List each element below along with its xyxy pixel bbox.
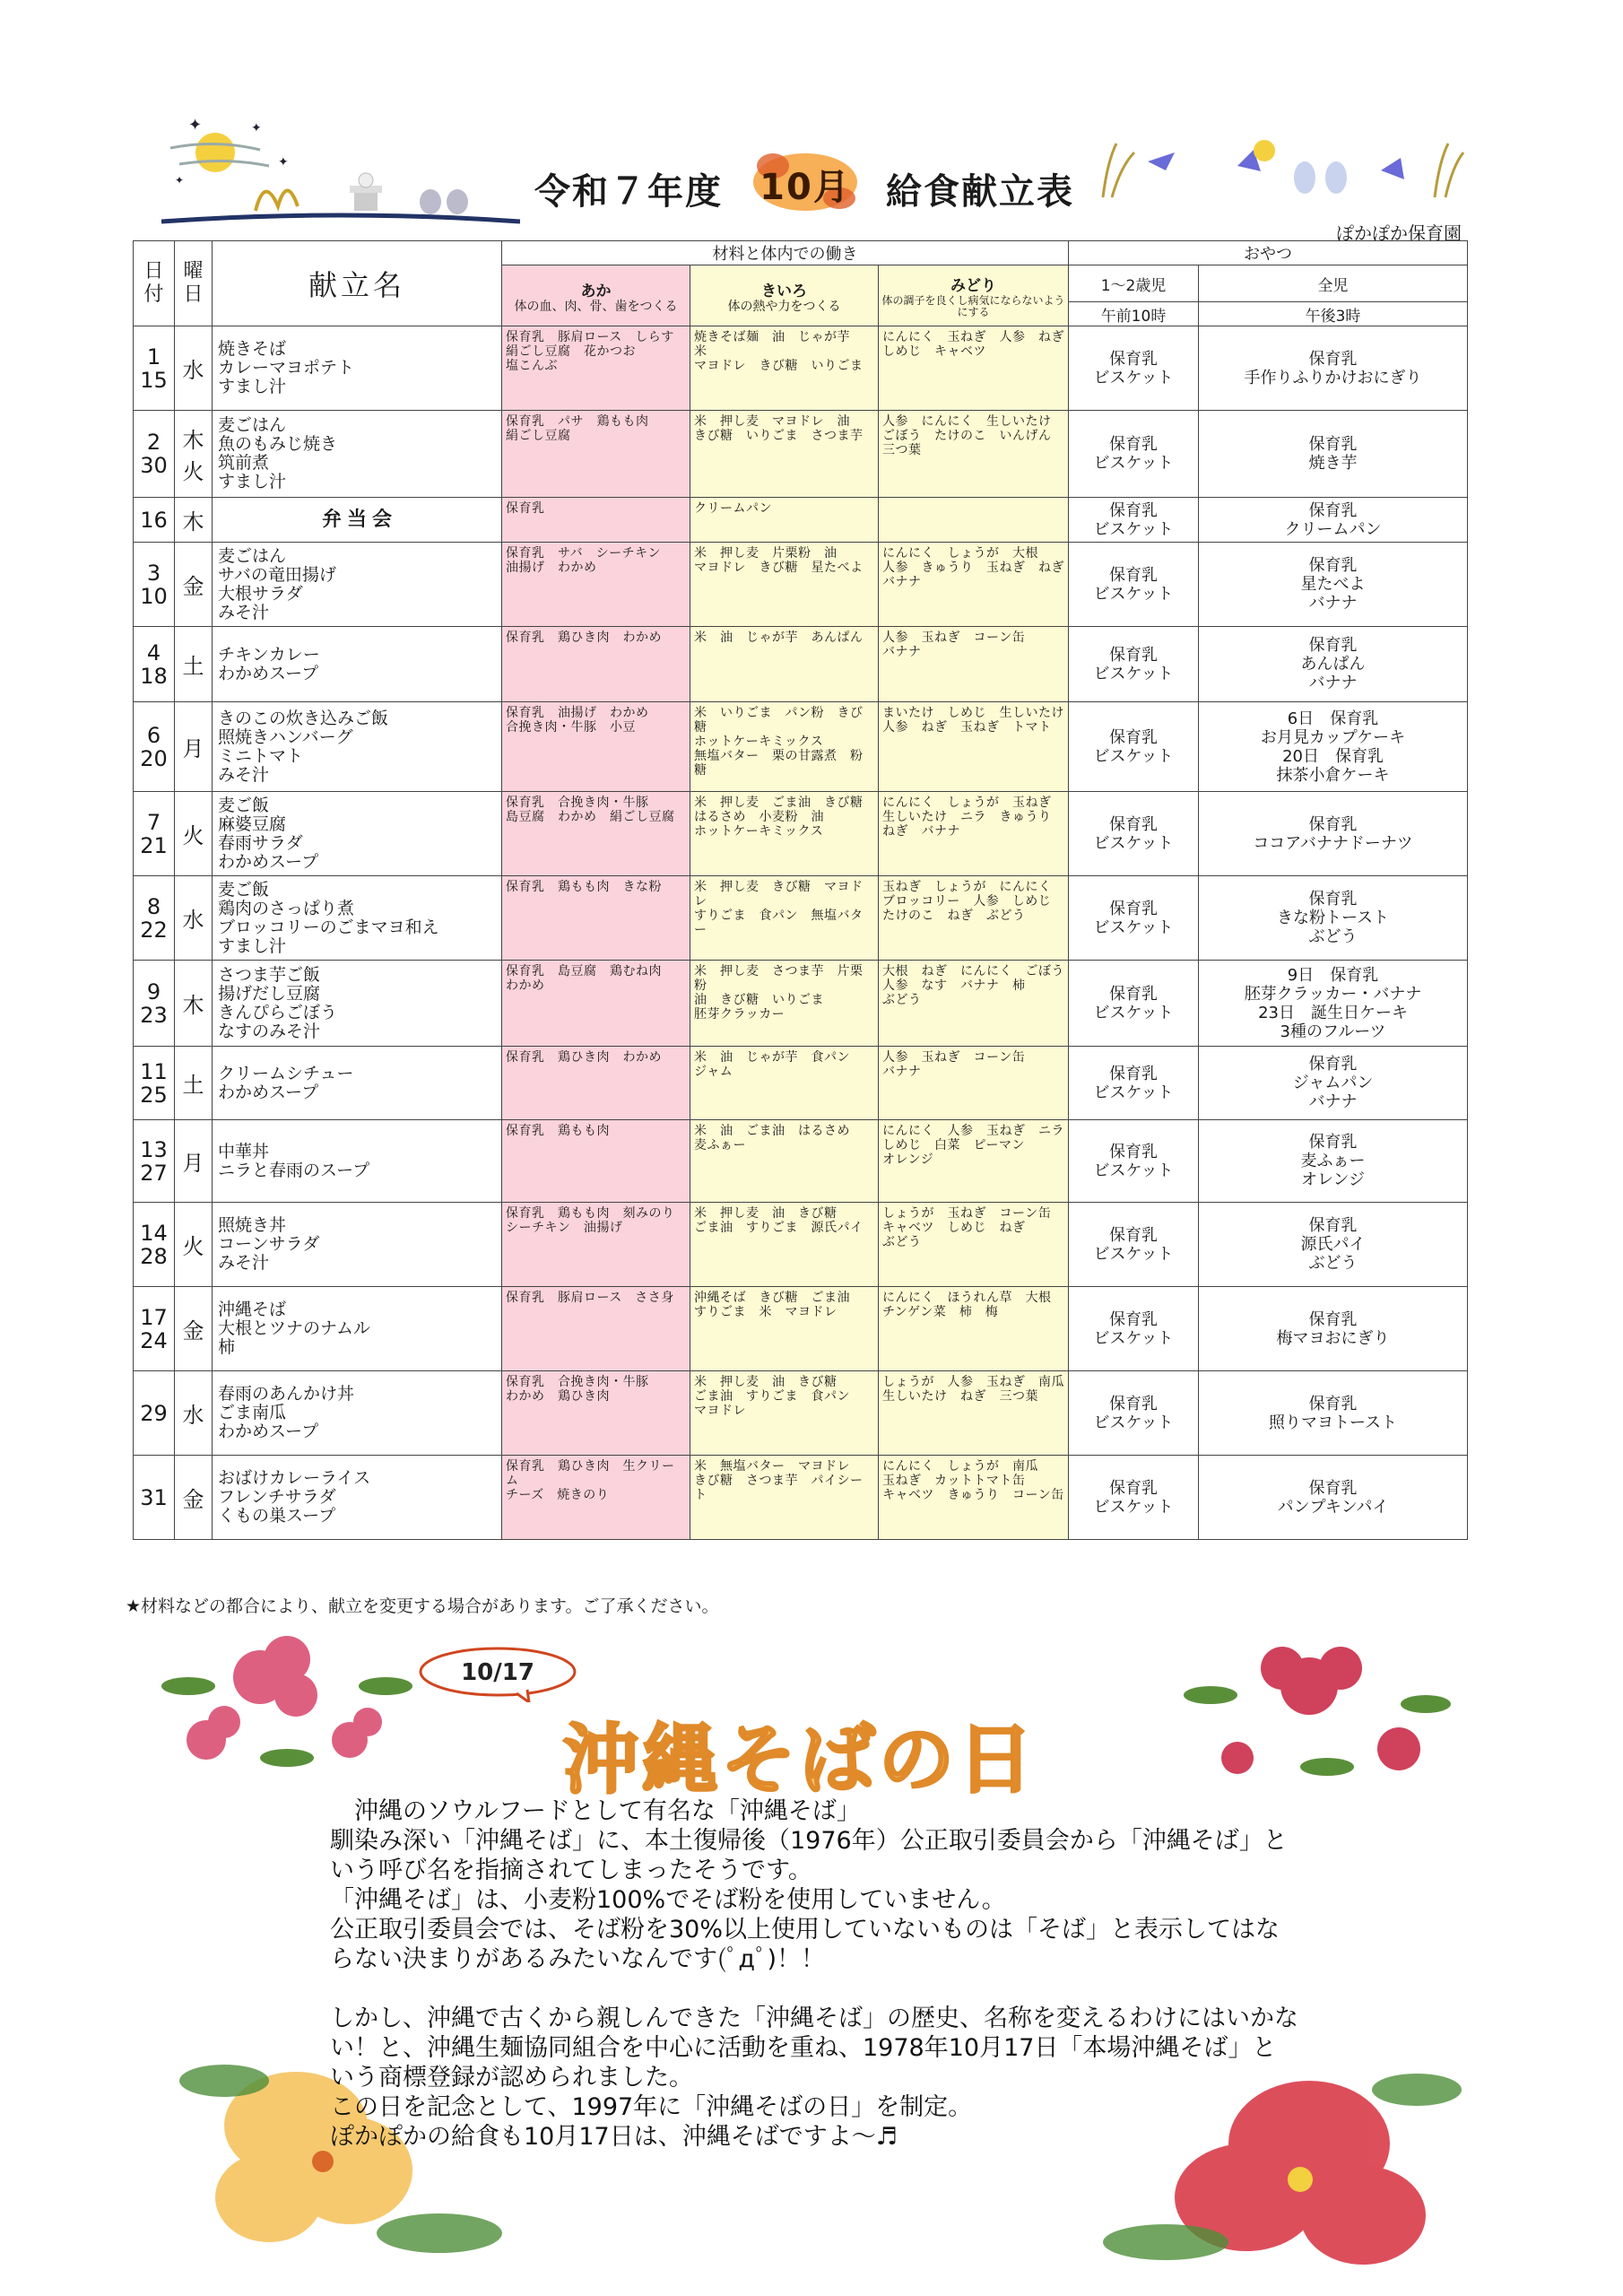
- snack-pm-cell-text: 保育乳 星たべよ バナナ: [1300, 556, 1366, 613]
- table-row: [134, 1047, 1468, 1120]
- green-ingredients-cell-text: にんにく ほうれん草 大根 チンゲン菜 柿 梅: [882, 1291, 1052, 1319]
- weekday-cell: [175, 1287, 213, 1371]
- header-yellow: きいろ 体の熱や力をつくる: [690, 265, 879, 326]
- date-first: 9: [146, 978, 161, 1004]
- snack-pm-cell-text: 保育乳 ジャムパン バナナ: [1292, 1055, 1374, 1111]
- snack-am-cell-text: 保育乳 ビスケット: [1093, 984, 1174, 1022]
- green-ingredients-cell: [879, 1203, 1069, 1287]
- yellow-ingredients-cell: [690, 792, 879, 876]
- snack-am-cell: [1069, 1371, 1199, 1456]
- weekday-cell: [175, 702, 213, 792]
- menu-name-cell: [213, 1371, 502, 1456]
- date-cell: [134, 411, 175, 498]
- red-ingredients-cell-text: 保育乳 鶏もも肉 刻みのり シーチキン 油揚げ: [506, 1206, 675, 1235]
- green-ingredients-cell: [879, 1287, 1069, 1371]
- table-row: [134, 1287, 1468, 1371]
- snack-am-cell: [1069, 498, 1199, 543]
- green-ingredients-cell-text: 大根 ねぎ にんにく ごぼう 人参 なす バナナ 柿 ぶどう: [882, 964, 1064, 1007]
- red-ingredients-cell: [502, 1047, 690, 1120]
- snack-pm-cell: [1199, 792, 1468, 876]
- yellow-ingredients-cell-text: 焼きそば麺 油 じゃが芋 米 マヨドレ きび糖 いりごま: [694, 330, 864, 373]
- header-snack-all: 全児: [1199, 265, 1468, 302]
- snack-pm-cell-text: 保育乳 ココアバナナドーナツ: [1253, 814, 1413, 853]
- snack-pm-cell: [1199, 627, 1468, 702]
- yellow-ingredients-cell-text: 米 押し麦 ごま油 きび糖 はるさめ 小麦粉 油 ホットケーキミックス: [694, 796, 864, 839]
- snack-pm-cell: [1199, 411, 1468, 498]
- flower-top-left-illustration: [152, 1605, 421, 1785]
- date-first: 11: [140, 1058, 168, 1084]
- header-snack-all-time: 午後3時: [1199, 302, 1468, 326]
- menu-name-cell-text: 麦ご飯 麻婆豆腐 春雨サラダ わかめスープ: [218, 795, 319, 872]
- red-ingredients-cell: [502, 1456, 690, 1540]
- menu-name-cell-text: 弁当会: [321, 509, 397, 531]
- green-ingredients-cell: [879, 876, 1069, 961]
- red-ingredients-cell-text: 保育乳 豚肩ロース しらす 絹ごし豆腐 花かつお 塩こんぶ: [506, 330, 674, 373]
- weekday-cell-text: 水: [182, 1403, 204, 1428]
- table-row: [134, 1456, 1468, 1540]
- snack-am-cell-text: 保育乳 ビスケット: [1093, 1142, 1174, 1180]
- red-ingredients-cell-text: 保育乳 鶏もも肉 きな粉: [506, 880, 662, 894]
- red-ingredients-cell-text: 保育乳 鶏ひき肉 わかめ: [506, 631, 662, 645]
- header-ingredients: 材料と体内での働き: [502, 241, 1069, 265]
- weekday-cell-text: 火: [182, 1234, 204, 1259]
- menu-name-cell-text: 麦ごはん 魚のもみじ焼き 筑前煮 すまし汁: [218, 415, 338, 491]
- snack-am-cell: [1069, 543, 1199, 627]
- weekday-cell: [175, 876, 213, 961]
- snack-am-cell: [1069, 702, 1199, 792]
- green-ingredients-cell: [879, 498, 1069, 543]
- snack-am-cell-text: 保育乳 ビスケット: [1093, 814, 1174, 853]
- snack-am-cell-text: 保育乳 ビスケット: [1093, 899, 1174, 937]
- weekday-cell: [175, 961, 213, 1047]
- green-ingredients-cell-text: にんにく しょうが 南瓜 玉ねぎ カットトマト缶 キャベツ きゅうり コーン缶: [882, 1459, 1064, 1502]
- yellow-ingredients-cell: [690, 1047, 879, 1120]
- snack-am-cell-text: 保育乳 ビスケット: [1093, 435, 1174, 473]
- red-ingredients-cell-text: 保育乳 油揚げ わかめ 合挽き肉・牛豚 小豆: [506, 706, 649, 735]
- svg-text:✦: ✦: [251, 121, 262, 135]
- snack-am-cell-text: 保育乳 ビスケット: [1093, 500, 1174, 539]
- menu-table-body: [134, 326, 1468, 1540]
- snack-pm-cell: [1199, 1120, 1468, 1203]
- snack-pm-cell-text: 6日 保育乳 お月見カップケーキ 20日 保育乳 抹茶小倉ケーキ: [1260, 709, 1406, 785]
- weekday-cell: [175, 627, 213, 702]
- menu-name-cell-text: 中華丼 ニラと春雨のスープ: [218, 1141, 370, 1180]
- yellow-ingredients-cell: [690, 876, 879, 961]
- snack-pm-cell: [1199, 961, 1468, 1047]
- yellow-ingredients-cell: [690, 1120, 879, 1203]
- snack-pm-cell: [1199, 498, 1468, 543]
- green-ingredients-cell-text: まいたけ しめじ 生しいたけ 人参 ねぎ 玉ねぎ トマト: [882, 706, 1064, 735]
- snack-am-cell: [1069, 1203, 1199, 1287]
- snack-am-cell-text: 保育乳 ビスケット: [1093, 1309, 1174, 1348]
- weekday-cell-text: 火: [182, 823, 204, 848]
- red-ingredients-cell: [502, 1203, 690, 1287]
- date-cell: [134, 1371, 175, 1456]
- weekday-cell-text: 水: [182, 358, 204, 383]
- title-month-badge: [751, 148, 859, 213]
- date-badge: [418, 1647, 577, 1702]
- weekday-cell-text: 月: [182, 736, 204, 761]
- yellow-ingredients-cell: [690, 1371, 879, 1456]
- menu-name-cell: [213, 543, 502, 627]
- weekday-cell-text: 木 火: [182, 428, 204, 484]
- yellow-ingredients-cell-text: 米 油 ごま油 はるさめ 麦ふぁー: [694, 1124, 850, 1152]
- yellow-ingredients-cell: [690, 1456, 879, 1540]
- green-ingredients-cell-text: にんにく 人参 玉ねぎ ニラ しめじ 白菜 ピーマン オレンジ: [882, 1124, 1064, 1167]
- date-cell: [134, 627, 175, 702]
- menu-name-cell-text: 麦ごはん サバの竜田揚げ 大根サラダ みそ汁: [218, 545, 336, 622]
- snack-am-cell-text: 保育乳 ビスケット: [1093, 1064, 1174, 1102]
- yellow-ingredients-cell: [690, 411, 879, 498]
- snack-am-cell-text: 保育乳 ビスケット: [1093, 1225, 1174, 1264]
- title-year: 令和７年度: [534, 171, 723, 213]
- snack-pm-cell: [1199, 876, 1468, 961]
- snack-pm-cell: [1199, 326, 1468, 411]
- date-cell: [134, 498, 175, 543]
- date-first: 1: [146, 344, 161, 370]
- table-row: [134, 326, 1468, 411]
- snack-pm-cell-text: 保育乳 梅マヨおにぎり: [1276, 1309, 1390, 1348]
- snack-pm-cell: [1199, 1287, 1468, 1371]
- yellow-ingredients-cell-text: 米 いりごま パン粉 きび糖 ホットケーキミックス 無塩バター 栗の甘露煮 粉糖: [694, 706, 864, 778]
- yellow-ingredients-cell: [690, 961, 879, 1047]
- red-ingredients-cell: [502, 1287, 690, 1371]
- menu-name-cell-text: 照焼き丼 コーンサラダ みそ汁: [218, 1215, 320, 1273]
- green-ingredients-cell-text: 人参 玉ねぎ コーン缶 バナナ: [882, 1050, 1026, 1079]
- date-cell: [134, 1456, 175, 1540]
- weekday-cell: [175, 1456, 213, 1540]
- date-second: 10: [140, 583, 168, 609]
- date-first: 7: [146, 809, 161, 835]
- red-ingredients-cell: [502, 702, 690, 792]
- date-second: 21: [140, 832, 168, 858]
- red-ingredients-cell: [502, 498, 690, 543]
- menu-name-cell-text: クリームシチュー わかめスープ: [218, 1063, 354, 1102]
- moon-scene-illustration: [161, 112, 520, 229]
- yellow-ingredients-cell-text: 米 押し麦 マヨドレ 油 きび糖 いりごま さつま芋: [694, 414, 864, 443]
- yellow-ingredients-cell-text: 米 押し麦 きび糖 マヨドレ すりごま 食パン 無塩バター: [694, 880, 864, 937]
- weekday-cell: [175, 792, 213, 876]
- snack-am-cell-text: 保育乳 ビスケット: [1093, 349, 1174, 387]
- snack-pm-cell-text: 保育乳 焼き芋: [1308, 435, 1358, 473]
- date-first: 29: [140, 1400, 168, 1426]
- menu-name-cell-text: チキンカレー わかめスープ: [218, 644, 320, 683]
- snack-pm-cell: [1199, 1371, 1468, 1456]
- yellow-ingredients-cell-text: 米 油 じゃが芋 あんぱん: [694, 631, 864, 645]
- table-row: [134, 702, 1468, 792]
- yellow-ingredients-cell-text: 米 油 じゃが芋 食パン ジャム: [694, 1050, 850, 1079]
- snack-pm-cell-text: 保育乳 照りマヨトースト: [1268, 1394, 1398, 1432]
- yellow-ingredients-cell-text: 米 押し麦 片栗粉 油 マヨドレ きび糖 星たべよ: [694, 546, 864, 575]
- snack-am-cell: [1069, 1120, 1199, 1203]
- red-ingredients-cell: [502, 627, 690, 702]
- date-second: 15: [140, 367, 168, 393]
- date-first: 4: [146, 639, 161, 665]
- date-cell: [134, 792, 175, 876]
- flower-top-right-illustration: [1184, 1614, 1453, 1794]
- yellow-ingredients-cell: [690, 1203, 879, 1287]
- menu-name-cell-text: さつま芋ご飯 揚げだし豆腐 きんぴらごぼう なすのみそ汁: [218, 964, 338, 1041]
- yellow-ingredients-cell-text: クリームパン: [694, 501, 772, 516]
- menu-name-cell-text: 焼きそば カレーマヨポテト すまし汁: [218, 339, 355, 396]
- menu-name-cell-text: おばけカレーライス フレンチサラダ くもの巣スープ: [218, 1468, 371, 1526]
- date-first: 17: [140, 1304, 168, 1330]
- table-row: [134, 961, 1468, 1047]
- weekday-cell: [175, 411, 213, 498]
- yellow-ingredients-cell: [690, 627, 879, 702]
- page-header: [0, 0, 1623, 251]
- date-cell: [134, 1287, 175, 1371]
- red-ingredients-cell: [502, 1120, 690, 1203]
- date-second: 22: [140, 917, 168, 943]
- weekday-cell: [175, 543, 213, 627]
- table-row: [134, 411, 1468, 498]
- date-cell: [134, 1047, 175, 1120]
- header-weekday: 曜日: [175, 241, 213, 326]
- weekday-cell: [175, 1371, 213, 1456]
- green-ingredients-cell-text: しょうが 人参 玉ねぎ 南瓜 生しいたけ ねぎ 三つ葉: [882, 1375, 1064, 1404]
- green-ingredients-cell: [879, 1371, 1069, 1456]
- weekday-cell: [175, 1047, 213, 1120]
- yellow-ingredients-cell: [690, 543, 879, 627]
- green-ingredients-cell-text: にんにく 玉ねぎ 人参 ねぎ しめじ キャベツ: [882, 330, 1064, 359]
- snack-am-cell-text: 保育乳 ビスケット: [1093, 1478, 1174, 1517]
- date-cell: [134, 1120, 175, 1203]
- header-snack: おやつ: [1069, 241, 1468, 265]
- weekday-cell: [175, 498, 213, 543]
- weekday-cell-text: 木: [182, 993, 204, 1018]
- weekday-cell-text: 月: [182, 1151, 204, 1176]
- yellow-ingredients-cell-text: 米 無塩バター マヨドレ きび糖 さつま芋 パイシート: [694, 1459, 864, 1502]
- svg-text:✦: ✦: [188, 116, 203, 135]
- date-second: 18: [140, 663, 168, 689]
- snack-pm-cell: [1199, 543, 1468, 627]
- green-ingredients-cell: [879, 411, 1069, 498]
- green-ingredients-cell-text: 人参 にんにく 生しいたけ ごぼう たけのこ いんげん 三つ葉: [882, 414, 1052, 457]
- date-first: 31: [140, 1484, 168, 1510]
- snack-pm-cell: [1199, 702, 1468, 792]
- red-ingredients-cell-text: 保育乳 合挽き肉・牛豚 わかめ 鶏ひき肉: [506, 1375, 649, 1404]
- date-second: 20: [140, 745, 168, 771]
- menu-name-cell: [213, 1456, 502, 1540]
- weekday-cell-text: 土: [182, 654, 204, 679]
- feature-title: 沖縄そばの日: [563, 1716, 1037, 1804]
- green-ingredients-cell: [879, 1120, 1069, 1203]
- menu-name-cell-text: 麦ご飯 鶏肉のさっぱり煮 ブロッコリーのごまマヨ和え すまし汁: [218, 879, 439, 956]
- snack-am-cell: [1069, 326, 1199, 411]
- date-second: 28: [140, 1243, 168, 1269]
- header-red: あか 体の血、肉、骨、歯をつくる: [502, 265, 690, 326]
- footnote: ★材料などの都合により、献立を変更する場合があります。ご了承ください。: [126, 1596, 719, 1616]
- date-cell: [134, 876, 175, 961]
- yellow-ingredients-cell-text: 沖縄そば きび糖 ごま油 すりごま 米 マヨドレ: [694, 1291, 850, 1319]
- snack-am-cell: [1069, 876, 1199, 961]
- table-row: [134, 1120, 1468, 1203]
- pampas-rabbit-illustration: [1094, 135, 1471, 206]
- header-snack-small: 1～2歳児: [1069, 265, 1199, 302]
- menu-name-cell: [213, 1203, 502, 1287]
- school-name: ぽかぽか保育園: [1336, 222, 1462, 244]
- title-tail: 給食献立表: [886, 171, 1074, 213]
- snack-am-cell: [1069, 627, 1199, 702]
- date-first: 2: [146, 430, 161, 455]
- menu-name-cell: [213, 876, 502, 961]
- red-ingredients-cell-text: 保育乳 鶏もも肉: [506, 1124, 610, 1138]
- snack-am-cell: [1069, 1047, 1199, 1120]
- snack-pm-cell-text: 保育乳 源氏パイ ぶどう: [1300, 1216, 1366, 1273]
- month-label: 10月: [759, 167, 851, 208]
- green-ingredients-cell: [879, 792, 1069, 876]
- menu-name-cell: [213, 961, 502, 1047]
- snack-am-cell-text: 保育乳 ビスケット: [1093, 727, 1174, 766]
- green-ingredients-cell: [879, 1047, 1069, 1120]
- table-row: [134, 627, 1468, 702]
- snack-am-cell: [1069, 411, 1199, 498]
- green-ingredients-cell: [879, 961, 1069, 1047]
- svg-text:✦: ✦: [278, 155, 289, 170]
- red-ingredients-cell-text: 保育乳: [506, 501, 545, 516]
- date-second: 27: [140, 1160, 168, 1186]
- menu-table: [133, 240, 1468, 1540]
- red-ingredients-cell: [502, 543, 690, 627]
- yellow-ingredients-cell-text: 米 押し麦 油 きび糖 ごま油 すりごま 食パン マヨドレ: [694, 1375, 850, 1418]
- table-row: [134, 1371, 1468, 1456]
- header-date: 日付: [134, 241, 175, 326]
- green-ingredients-cell-text: 玉ねぎ しょうが にんにく ブロッコリー 人参 しめじ たけのこ ねぎ ぶどう: [882, 880, 1052, 923]
- date-first: 14: [140, 1220, 168, 1246]
- yellow-ingredients-cell: [690, 326, 879, 411]
- weekday-cell-text: 金: [182, 1318, 204, 1344]
- green-ingredients-cell: [879, 326, 1069, 411]
- menu-name-cell: [213, 1120, 502, 1203]
- yellow-ingredients-cell: [690, 1287, 879, 1371]
- date-second: 23: [140, 1002, 168, 1028]
- menu-name-cell-text: 春雨のあんかけ丼 ごま南瓜 わかめスープ: [218, 1384, 355, 1441]
- snack-pm-cell: [1199, 1203, 1468, 1287]
- weekday-cell-text: 金: [182, 1487, 204, 1512]
- menu-name-cell: [213, 498, 502, 543]
- snack-pm-cell-text: 9日 保育乳 胚芽クラッカー・バナナ 23日 誕生日ケーキ 3種のフルーツ: [1244, 965, 1422, 1041]
- red-ingredients-cell: [502, 961, 690, 1047]
- svg-text:✦: ✦: [175, 174, 185, 187]
- table-row: [134, 543, 1468, 627]
- date-first: 16: [140, 507, 168, 533]
- red-ingredients-cell-text: 保育乳 サバ シーチキン 油揚げ わかめ: [506, 546, 662, 575]
- header-menu-name: 献立名: [213, 241, 502, 326]
- date-second: 25: [140, 1082, 168, 1108]
- red-ingredients-cell-text: 保育乳 島豆腐 鶏むね肉 わかめ: [506, 964, 662, 993]
- snack-am-cell: [1069, 1456, 1199, 1540]
- red-ingredients-cell: [502, 1371, 690, 1456]
- menu-name-cell-text: 沖縄そば 大根とツナのナムル 柿: [218, 1300, 371, 1357]
- snack-pm-cell: [1199, 1456, 1468, 1540]
- date-first: 3: [146, 560, 161, 586]
- green-ingredients-cell-text: にんにく しょうが 玉ねぎ 生しいたけ ニラ きゅうり ねぎ バナナ: [882, 796, 1052, 839]
- red-ingredients-cell-text: 保育乳 パサ 鶏もも肉 絹ごし豆腐: [506, 414, 649, 443]
- snack-pm-cell-text: 保育乳 手作りふりかけおにぎり: [1244, 349, 1422, 387]
- weekday-cell-text: 水: [182, 908, 204, 933]
- header-green: みどり 体の調子を良くし病気にならないようにする: [879, 265, 1069, 326]
- green-ingredients-cell: [879, 543, 1069, 627]
- green-ingredients-cell: [879, 702, 1069, 792]
- menu-name-cell: [213, 1287, 502, 1371]
- red-ingredients-cell-text: 保育乳 鶏ひき肉 わかめ: [506, 1050, 662, 1065]
- yellow-ingredients-cell: [690, 498, 879, 543]
- yellow-ingredients-cell-text: 米 押し麦 油 きび糖 ごま油 すりごま 源氏パイ: [694, 1206, 864, 1235]
- snack-pm-cell-text: 保育乳 あんぱん バナナ: [1300, 636, 1366, 692]
- red-ingredients-cell-text: 保育乳 豚肩ロース ささ身: [506, 1291, 674, 1305]
- red-ingredients-cell-text: 保育乳 合挽き肉・牛豚 島豆腐 わかめ 絹ごし豆腐: [506, 796, 675, 824]
- date-cell: [134, 702, 175, 792]
- snack-pm-cell: [1199, 1047, 1468, 1120]
- menu-name-cell: [213, 1047, 502, 1120]
- date-cell: [134, 543, 175, 627]
- snack-pm-cell-text: 保育乳 クリームパン: [1284, 500, 1382, 539]
- green-ingredients-cell-text: しょうが 玉ねぎ コーン缶 キャベツ しめじ ねぎ ぶどう: [882, 1206, 1052, 1249]
- snack-am-cell: [1069, 1287, 1199, 1371]
- menu-name-cell: [213, 627, 502, 702]
- weekday-cell: [175, 1120, 213, 1203]
- snack-am-cell: [1069, 961, 1199, 1047]
- red-ingredients-cell: [502, 411, 690, 498]
- weekday-cell-text: 土: [182, 1073, 204, 1098]
- green-ingredients-cell-text: 人参 玉ねぎ コーン缶 バナナ: [882, 631, 1026, 659]
- yellow-ingredients-cell-text: 米 押し麦 さつま芋 片栗粉 油 きび糖 いりごま 胚芽クラッカー: [694, 964, 864, 1022]
- date-badge-text: 10/17: [461, 1659, 534, 1686]
- date-cell: [134, 326, 175, 411]
- date-cell: [134, 1203, 175, 1287]
- date-first: 13: [140, 1136, 168, 1162]
- menu-name-cell: [213, 326, 502, 411]
- weekday-cell-text: 木: [182, 509, 204, 535]
- menu-name-cell: [213, 792, 502, 876]
- yellow-ingredients-cell: [690, 702, 879, 792]
- red-ingredients-cell: [502, 326, 690, 411]
- snack-am-cell-text: 保育乳 ビスケット: [1093, 565, 1174, 604]
- snack-am-cell-text: 保育乳 ビスケット: [1093, 645, 1174, 683]
- snack-am-cell: [1069, 792, 1199, 876]
- date-second: 30: [140, 453, 168, 478]
- green-ingredients-cell: [879, 1456, 1069, 1540]
- menu-name-cell: [213, 411, 502, 498]
- green-ingredients-cell: [879, 627, 1069, 702]
- table-row: [134, 1203, 1468, 1287]
- snack-pm-cell-text: 保育乳 パンプキンパイ: [1277, 1478, 1389, 1517]
- green-ingredients-cell-text: にんにく しょうが 大根 人参 きゅうり 玉ねぎ ねぎ バナナ: [882, 546, 1064, 589]
- snack-pm-cell-text: 保育乳 きな粉トースト ぶどう: [1276, 890, 1390, 946]
- red-ingredients-cell-text: 保育乳 鶏ひき肉 生クリーム チーズ 焼きのり: [506, 1459, 675, 1502]
- feature-body: 沖縄のソウルフードとして有名な「沖縄そば」 馴染み深い「沖縄そば」に、本土復帰後（1976年）公正取引委員会から「沖縄そば」と いう呼び名を指摘されてしまったそうです。 「沖縄そば」は、小麦粉100%でそば粉を使用していません。 公正取引委員会では、そば粉を30%以上使用していないものは「そば」と表示してはな らない決まりがあるみたいなんです(ﾟдﾟ)！！ しかし、沖縄で古くから親しんできた「沖縄そば」の歴史、名称を変えるわけにはいかな い！と、沖縄生麺協同組合を中心に活動を重ね、1978年10月17日「本場沖縄そば」と いう商標登録が認められました。 この日を記念として、1997年に「沖縄そばの日」を制定。 ぽかぽかの給食も10月17日は、沖縄そばですよ～♬: [330, 1797, 1298, 2151]
- weekday-cell: [175, 1203, 213, 1287]
- table-row: [134, 876, 1468, 961]
- snack-pm-cell-text: 保育乳 麦ふぁー オレンジ: [1300, 1133, 1366, 1189]
- red-ingredients-cell: [502, 792, 690, 876]
- date-first: 8: [146, 893, 161, 919]
- table-row: [134, 498, 1468, 543]
- table-row: [134, 792, 1468, 876]
- date-cell: [134, 961, 175, 1047]
- menu-name-cell: [213, 702, 502, 792]
- menu-name-cell-text: きのこの炊き込みご飯 照焼きハンバーグ ミニトマト みそ汁: [218, 708, 389, 785]
- weekday-cell: [175, 326, 213, 411]
- date-second: 24: [140, 1327, 168, 1353]
- red-ingredients-cell: [502, 876, 690, 961]
- snack-am-cell-text: 保育乳 ビスケット: [1093, 1394, 1174, 1432]
- header-snack-small-time: 午前10時: [1069, 302, 1199, 326]
- weekday-cell-text: 金: [182, 574, 204, 599]
- date-first: 6: [146, 722, 161, 748]
